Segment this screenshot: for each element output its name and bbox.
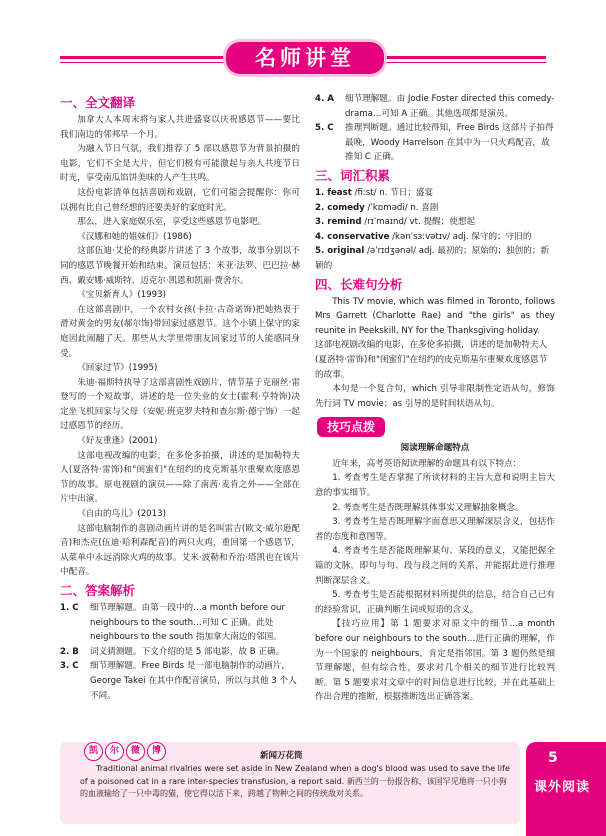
section-title-translation: 一、全文翻译 bbox=[60, 95, 136, 110]
brand-badges bbox=[84, 742, 166, 761]
vocab-word: 4. conservative bbox=[315, 231, 390, 242]
section-title-answers: 二、答案解析 bbox=[60, 583, 136, 598]
answer-item bbox=[60, 659, 300, 703]
vocab-word: 5. original bbox=[315, 246, 365, 257]
footer-title: 新闻万花筒 bbox=[260, 751, 303, 761]
left-column bbox=[60, 92, 300, 703]
answer-number: 3. C bbox=[60, 661, 79, 672]
sentence-note: 本句是一个复合句，which 引导非限制性定语从句，修饰先行词 TV movie；as 引导的是时间状语从句。 bbox=[315, 384, 555, 409]
section-title-sentence-analysis: 四、长难句分析 bbox=[315, 276, 403, 292]
tips-intro: 近年来，高考英语阅读理解的命题具有以下特点： bbox=[332, 458, 522, 469]
brand-char: 凯 bbox=[84, 742, 103, 761]
vocab-item bbox=[315, 186, 555, 201]
footer-news-text: Traditional animal rivalries were set aside in New Zealand when a dog's blood was used to save the life of a poisoned cat in a rare inter-species transfusion, a report said. 新西兰的一份报告称，该国罕见地将一只小狗的血液输给了一只中毒的猫，使它得以活下来，跨越了物种之间的传统敌对关系。 bbox=[80, 764, 510, 798]
paragraph: 这份电影清单包括喜剧和戏剧，它们可能会提醒你：你可以拥有比自己曾经想的还要美好的家庭时光。 bbox=[60, 187, 300, 213]
tips-heading: 阅读理解命题特点 bbox=[400, 443, 470, 454]
answer-item bbox=[60, 645, 300, 660]
vocab-item bbox=[315, 244, 555, 273]
answer-item bbox=[315, 121, 555, 165]
vocab-definition: /əˈrɪdʒənəl/ adj. 最初的；原始的；独创的；新颖的 bbox=[315, 246, 550, 271]
answer-explanation: 细节理解题。由 Jodie Foster directed this comedy-drama…可知 A 正确。其他选项都是演员。 bbox=[345, 94, 555, 119]
answer-explanation: 词义猜测题。下文介绍的是 5 部电影，故 B 正确。 bbox=[90, 646, 285, 657]
film-description: 这部电视改编的电影，在多伦多拍摄，讲述的是加勒特夫人(夏洛特·雷饰)和"闺蜜们"在纽约的皮克斯基尔重聚欢度感恩节的故事。原电视剧的演员——除了南茜·麦肯之外——全部在片中出演。 bbox=[60, 450, 300, 505]
vocab-definition: /kənˈsɜːvətɪv/ adj. 保守的；守旧的 bbox=[389, 231, 532, 242]
film-title: 《回家过节》(1995) bbox=[77, 363, 158, 374]
paragraph: 加拿大人本周末将与家人共进盛宴以庆祝感恩节——要比我们南边的邻邦早一个月。 bbox=[60, 115, 300, 140]
paragraph: 那么，进入家庭娱乐室，享受这些感恩节电影吧。 bbox=[77, 217, 267, 228]
tip-item: 5. 考查考生是否能根据材料所提供的信息，结合自己已有的经验常识，正确判断生词或短语的含义。 bbox=[315, 590, 555, 615]
vocab-item bbox=[315, 230, 555, 245]
tip-application: 【技巧应用】第 1 题要求对原文中的细节…a month before our neighbours to the south…进行正确的理解，作为一个国家的 neighbours，肯定是指邻国。第 3 题仍然是细节理解题，但有综合性，要求对几个相关的细节进行比较判断。第 5 题要求对文章中的时间信息进行比较，并在此基础上作出合理的推断，根据推断选出正确答案。 bbox=[315, 619, 555, 703]
film-description: 这部电脑制作的喜剧动画片讲的是名叫雷吉(欧文·威尔逊配音)和杰克(伍迪·哈利森配音)的两只火鸡，重回第一个感恩节，从菜单中永远消除火鸡的故事。艾米·波勒和乔治·塔凯也在该片中配音。 bbox=[60, 523, 300, 578]
vocab-word: 1. feast bbox=[315, 187, 352, 198]
paragraph: 为融入节日气氛，我们推荐了 5 部以感恩节为背景拍摄的电影，它们不全是大片，但它们极有可能激起与亲人共度节日时光，享受南瓜馅饼美味的人产生共鸣。 bbox=[60, 144, 300, 184]
vocab-item bbox=[315, 215, 555, 230]
answer-item bbox=[315, 92, 555, 121]
film-description: 在这部喜剧中，一个农村女孩(卡拉·古奇诺饰)把她热衷于滑对黄金的男友(郝尔饰)带回家过感恩节。这个小镇上保守的家庭因此闹翻了天。那些从大学里带朋友回家过节的人能感同身受。 bbox=[60, 304, 300, 359]
vocab-word: 3. remind bbox=[315, 217, 362, 228]
brand-char: 博 bbox=[147, 742, 166, 761]
brand-char: 尔 bbox=[105, 742, 124, 761]
vocab-word: 2. comedy bbox=[315, 202, 365, 213]
film-title: 《宝贝新育人》(1993) bbox=[77, 290, 166, 301]
tips-badge: 技巧点拨 bbox=[317, 417, 385, 437]
tip-item: 1. 考查考生是否掌握了所读材料的主旨大意和说明主旨大意的事实细节。 bbox=[315, 473, 555, 499]
brand-char: 微 bbox=[126, 742, 145, 761]
example-sentence: This TV movie, which was filmed in Toronto, follows Mrs Garrett (Charlotte Rae) and "the girls" as they reunite in Peekskill, NY for the Thanksgiving holiday. bbox=[315, 296, 555, 336]
film-description: 这部伍迪·艾伦的经典影片讲述了 3 个故事，故事分别以不同的感恩节晚餐开始和结束。演员包括：米亚·法罗、巴巴拉·赫西、戴安娜·威斯特、迈克尔·凯恩和凯丽·费舍尔。 bbox=[60, 246, 300, 286]
tip-item: 3. 考查考生是否既理解字面意思又理解深层含义，包括作者的态度和意图等。 bbox=[315, 517, 555, 542]
section-banner: 名师讲堂 bbox=[226, 42, 384, 74]
page-number: 5 bbox=[548, 750, 558, 766]
top-band bbox=[0, 0, 606, 80]
sentence-translation: 这部电视剧改编的电影，在多伦多拍摄，讲述的是加勒特夫人(夏洛特·雷饰)和"闺蜜们"在纽约的皮克斯基尔重聚欢度感恩节的故事。 bbox=[315, 340, 548, 380]
film-description: 朱迪·福斯特执导了这部喜剧性戏剧片，情节基于克丽丝·雷登写的一个短故事，讲述的是一位失业的女士(霍利·亨特饰)决定坐飞机回家与父母（安妮·班克罗夫特和查尔斯·德宁饰）一起过感恩节的经历。 bbox=[60, 377, 300, 432]
vocab-definition: /fiːst/ n. 节日；盛宴 bbox=[351, 187, 434, 198]
answer-number: 2. B bbox=[60, 646, 79, 657]
answer-number: 4. A bbox=[315, 94, 334, 104]
answer-number: 5. C bbox=[315, 123, 334, 134]
tip-item: 2. 考查考生是否既理解具体事实又理解抽象概念。 bbox=[332, 502, 524, 513]
film-title: 《好友重逢》(2001) bbox=[77, 436, 158, 447]
section-title-vocabulary: 三、词汇积累 bbox=[315, 167, 391, 183]
answer-explanation: 细节理解题。Free Birds 是一部电脑制作的动画片，George Takei 在其中作配音演员，所以与其他 3 个人不同。 bbox=[90, 661, 297, 701]
vocab-definition: /rɪˈmaɪnd/ vt. 提醒；使想起 bbox=[361, 217, 476, 228]
film-title: 《自由的鸟儿》(2013) bbox=[77, 509, 166, 520]
tip-item: 4. 考查考生是否能既理解某句、某段的意义，又能把握全篇的文脉，即句与句、段与段之间的关系，并能据此进行推理判断深层含义。 bbox=[315, 546, 555, 586]
side-tab-label: 课外阅读 bbox=[534, 780, 591, 795]
answer-number: 1. C bbox=[60, 603, 79, 613]
vocab-item bbox=[315, 201, 555, 216]
vocab-definition: /ˈkɒmədi/ n. 喜剧 bbox=[364, 202, 439, 213]
answer-explanation: 推理判断题。通过比较得知，Free Birds 这部片子拍得最晚，Woody Harrelson 在其中为一只火鸡配音，故推知 C 正确。 bbox=[345, 123, 554, 163]
answer-item bbox=[60, 601, 300, 645]
film-title: 《汉娜和她的姐妹们》(1986) bbox=[77, 231, 192, 242]
right-column bbox=[315, 92, 555, 705]
answer-explanation: 细节理解题。由第一段中的…a month before our neighbours to the south…可知 C 正确。此处 neighbours to the south 指加拿大南边的邻国。 bbox=[90, 603, 285, 643]
